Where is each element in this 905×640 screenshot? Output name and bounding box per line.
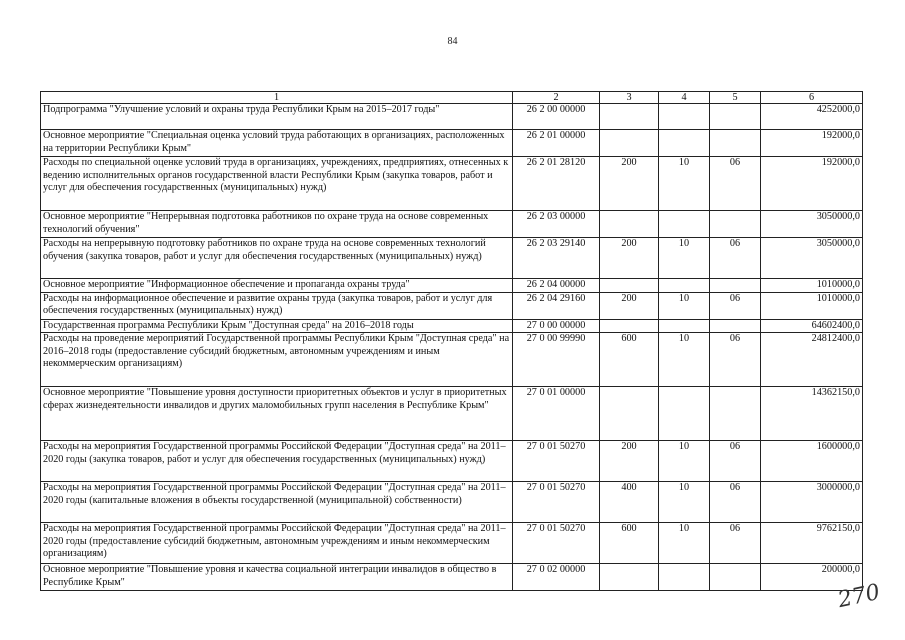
row-name: Основное мероприятие "Непрерывная подготовка работников по охране труда на основе современных технологий обучения" bbox=[41, 211, 513, 238]
row-vr: 600 bbox=[600, 523, 659, 564]
row-code: 27 0 01 50270 bbox=[513, 482, 600, 523]
table-row bbox=[41, 211, 863, 238]
table-row bbox=[41, 130, 863, 157]
table-row bbox=[41, 238, 863, 279]
row-sum: 64602400,0 bbox=[761, 319, 863, 333]
row-code: 26 2 00 00000 bbox=[513, 104, 600, 130]
table-row bbox=[41, 279, 863, 293]
row-vr bbox=[600, 319, 659, 333]
row-code: 26 2 03 29140 bbox=[513, 238, 600, 279]
col-header-name: 1 bbox=[41, 92, 513, 104]
row-pr: 06 bbox=[710, 441, 761, 482]
row-sum: 1010000,0 bbox=[761, 279, 863, 293]
col-header-rz: 4 bbox=[659, 92, 710, 104]
row-vr: 200 bbox=[600, 292, 659, 319]
row-pr: 06 bbox=[710, 523, 761, 564]
row-pr bbox=[710, 211, 761, 238]
handwritten-signature: 270 bbox=[835, 579, 883, 614]
row-rz: 10 bbox=[659, 157, 710, 211]
row-code: 26 2 04 29160 bbox=[513, 292, 600, 319]
row-name: Расходы на мероприятия Государственной программы Российской Федерации "Доступная среда" на 2011–2020 годы (капитальные вложения в объекты государственной (муниципальной) собственности) bbox=[41, 482, 513, 523]
row-pr: 06 bbox=[710, 482, 761, 523]
row-rz bbox=[659, 564, 710, 591]
row-code: 26 2 04 00000 bbox=[513, 279, 600, 293]
row-pr bbox=[710, 564, 761, 591]
row-name: Основное мероприятие "Повышение уровня доступности приоритетных объектов и услуг в приоритетных сферах жизнедеятельности инвалидов и других маломобильных групп населения в Республике Крым" bbox=[41, 387, 513, 441]
row-rz bbox=[659, 104, 710, 130]
row-rz bbox=[659, 279, 710, 293]
table-row bbox=[41, 387, 863, 441]
table-row bbox=[41, 523, 863, 564]
row-vr bbox=[600, 130, 659, 157]
table-row bbox=[41, 441, 863, 482]
row-code: 27 0 01 00000 bbox=[513, 387, 600, 441]
row-name: Основное мероприятие "Специальная оценка условий труда работающих в организациях, расположенных на территории Республики Крым" bbox=[41, 130, 513, 157]
row-sum: 24812400,0 bbox=[761, 333, 863, 387]
row-vr bbox=[600, 387, 659, 441]
row-name: Расходы на мероприятия Государственной программы Российской Федерации "Доступная среда" на 2011–2020 годы (предоставление субсидий бюджетным, автономным учреждениям и иным некоммерческим организациям) bbox=[41, 523, 513, 564]
col-header-code: 2 bbox=[513, 92, 600, 104]
row-vr bbox=[600, 211, 659, 238]
row-vr: 200 bbox=[600, 157, 659, 211]
row-rz: 10 bbox=[659, 292, 710, 319]
table-row bbox=[41, 292, 863, 319]
row-name: Основное мероприятие "Повышение уровня и качества социальной интеграции инвалидов в общество в Республике Крым" bbox=[41, 564, 513, 591]
row-rz bbox=[659, 130, 710, 157]
table-header bbox=[41, 92, 863, 104]
row-sum: 1600000,0 bbox=[761, 441, 863, 482]
table-row bbox=[41, 482, 863, 523]
row-code: 27 0 02 00000 bbox=[513, 564, 600, 591]
table-row bbox=[41, 333, 863, 387]
row-code: 27 0 00 99990 bbox=[513, 333, 600, 387]
row-name: Расходы на непрерывную подготовку работников по охране труда на основе современных технологий обучения (закупка товаров, работ и услуг для обеспечения государственных (муниципальных) нужд) bbox=[41, 238, 513, 279]
row-pr: 06 bbox=[710, 333, 761, 387]
row-name: Расходы на информационное обеспечение и развитие охраны труда (закупка товаров, работ и услуг для обеспечения государственных (муниципальных) нужд) bbox=[41, 292, 513, 319]
row-pr bbox=[710, 279, 761, 293]
row-sum: 192000,0 bbox=[761, 157, 863, 211]
row-name: Государственная программа Республики Крым "Доступная среда" на 2016–2018 годы bbox=[41, 319, 513, 333]
row-sum: 4252000,0 bbox=[761, 104, 863, 130]
row-vr bbox=[600, 279, 659, 293]
row-pr bbox=[710, 104, 761, 130]
row-pr bbox=[710, 319, 761, 333]
row-name: Расходы на мероприятия Государственной программы Российской Федерации "Доступная среда" на 2011–2020 годы (закупка товаров, работ и услуг для обеспечения государственных (муниципальных) нужд) bbox=[41, 441, 513, 482]
row-sum: 3050000,0 bbox=[761, 211, 863, 238]
row-sum: 200000,0 bbox=[761, 564, 863, 591]
row-sum: 9762150,0 bbox=[761, 523, 863, 564]
row-vr bbox=[600, 104, 659, 130]
table-row bbox=[41, 157, 863, 211]
row-rz bbox=[659, 319, 710, 333]
table-row bbox=[41, 564, 863, 591]
table-row bbox=[41, 104, 863, 130]
row-code: 27 0 00 00000 bbox=[513, 319, 600, 333]
row-pr bbox=[710, 130, 761, 157]
row-sum: 14362150,0 bbox=[761, 387, 863, 441]
row-vr: 600 bbox=[600, 333, 659, 387]
row-code: 27 0 01 50270 bbox=[513, 441, 600, 482]
row-name: Основное мероприятие "Информационное обеспечение и пропаганда охраны труда" bbox=[41, 279, 513, 293]
row-vr: 400 bbox=[600, 482, 659, 523]
row-code: 26 2 01 00000 bbox=[513, 130, 600, 157]
row-vr bbox=[600, 564, 659, 591]
table-row bbox=[41, 319, 863, 333]
row-pr: 06 bbox=[710, 157, 761, 211]
row-sum: 3050000,0 bbox=[761, 238, 863, 279]
page-number: 84 bbox=[447, 36, 458, 47]
row-name: Расходы на проведение мероприятий Государственной программы Республики Крым "Доступная среда" на 2016–2018 годы (предоставление субсидий бюджетным, автономным учреждениям и иным некоммерческим организациям) bbox=[41, 333, 513, 387]
col-header-vr: 3 bbox=[600, 92, 659, 104]
row-pr: 06 bbox=[710, 292, 761, 319]
row-rz: 10 bbox=[659, 441, 710, 482]
row-sum: 1010000,0 bbox=[761, 292, 863, 319]
table-body bbox=[41, 104, 863, 591]
budget-table bbox=[40, 91, 863, 591]
row-pr: 06 bbox=[710, 238, 761, 279]
row-sum: 192000,0 bbox=[761, 130, 863, 157]
row-rz: 10 bbox=[659, 333, 710, 387]
row-sum: 3000000,0 bbox=[761, 482, 863, 523]
row-vr: 200 bbox=[600, 238, 659, 279]
row-code: 27 0 01 50270 bbox=[513, 523, 600, 564]
row-vr: 200 bbox=[600, 441, 659, 482]
row-code: 26 2 01 28120 bbox=[513, 157, 600, 211]
row-rz bbox=[659, 387, 710, 441]
row-name: Подпрограмма "Улучшение условий и охраны труда Республики Крым на 2015–2017 годы" bbox=[41, 104, 513, 130]
row-rz: 10 bbox=[659, 238, 710, 279]
row-pr bbox=[710, 387, 761, 441]
row-name: Расходы по специальной оценке условий труда в организациях, учреждениях, предприятиях, отнесенных к ведению исполнительных органов государственной власти Республики Крым (закупка товаров, работ и услуг для обеспечения государственных (муниципальных) нужд) bbox=[41, 157, 513, 211]
col-header-sum: 6 bbox=[761, 92, 863, 104]
row-rz bbox=[659, 211, 710, 238]
col-header-pr: 5 bbox=[710, 92, 761, 104]
row-code: 26 2 03 00000 bbox=[513, 211, 600, 238]
row-rz: 10 bbox=[659, 482, 710, 523]
row-rz: 10 bbox=[659, 523, 710, 564]
